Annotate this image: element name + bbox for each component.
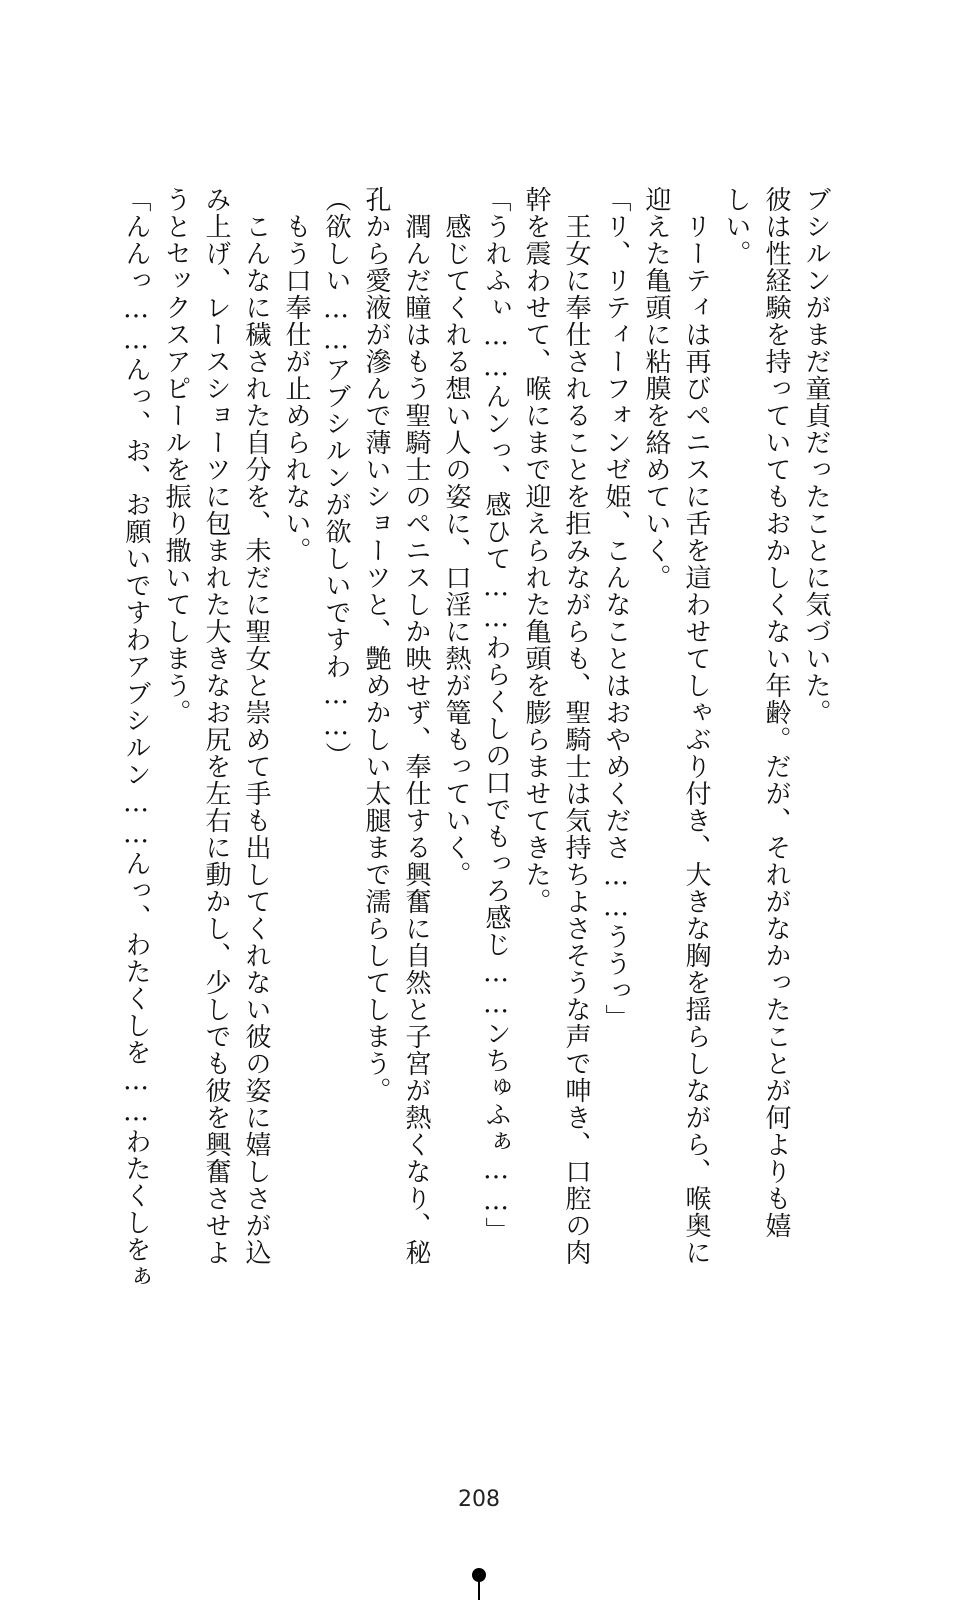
text-column (156, 186, 196, 1356)
text-column (236, 186, 276, 1356)
text-column (396, 186, 436, 1356)
text-line: リーティは再びペニスに舌を這わせてしゃぶり付き、大きな胸を揺らしながら、喉奥に (681, 186, 711, 1266)
text-column (556, 186, 596, 1356)
text-line: 「んんっ……んっ、お、お願いですわアブシルン……んっ、わたくしを……わたくしをぁ (121, 186, 151, 1290)
text-column (516, 186, 556, 1356)
text-line: み上げ、レースショーツに包まれた大きなお尻を左右に動かし、少しでも彼を興奮させよ (201, 186, 231, 1266)
text-column (356, 186, 396, 1356)
text-line: 王女に奉仕されることを拒みながらも、聖騎士は気持ちよさそうな声で呻き、口腔の肉 (561, 186, 591, 1266)
text-column (196, 186, 236, 1356)
text-column (756, 186, 796, 1356)
text-line: 幹を震わせて、喉にまで迎えられた亀頭を膨らませてきた。 (521, 186, 551, 915)
text-line: （欲しい……アブシルンが欲しいですわ……） (321, 186, 351, 769)
text-line: ブシルンがまだ童貞だったことに気づいた。 (801, 186, 831, 726)
text-line: うとセックスアピールを振り撒いてしまう。 (161, 186, 191, 726)
text-column (716, 186, 756, 1356)
text-line: しい。 (721, 186, 751, 267)
text-column (596, 186, 636, 1356)
body-text (116, 186, 836, 1356)
text-line: 迎えた亀頭に粘膜を絡めていく。 (641, 186, 671, 591)
text-column (796, 186, 836, 1356)
text-column (636, 186, 676, 1356)
text-column (436, 186, 476, 1356)
text-line: 「リ、リティーフォンゼ姫、こんなことはおやめくださ……ううっ」 (601, 186, 631, 1031)
text-line: 「うれふぃ……んンっ、感ひて……わらくしの口でもっろ感じ……ンちゅふぁ……」 (481, 186, 511, 1244)
vertical-text-columns (116, 186, 836, 1356)
text-line: 感じてくれる想い人の姿に、口淫に熱が篭もっていく。 (441, 186, 471, 888)
text-line: 孔から愛液が滲んで薄いショーツと、艶めかしい太腿まで濡らしてしまう。 (361, 186, 391, 1104)
text-line: 彼は性経験を持っていてもおかしくない年齢。だが、それがなかったことが何よりも嬉 (761, 186, 791, 1239)
text-column (316, 186, 356, 1356)
text-column (676, 186, 716, 1356)
text-column (276, 186, 316, 1356)
text-line: こんなに穢された自分を、未だに聖女と崇めて手も出してくれない彼の姿に嬉しさが込 (241, 186, 271, 1266)
text-column (116, 186, 156, 1356)
page-marker-line (478, 1580, 480, 1600)
text-line: もう口奉仕が止められない。 (281, 186, 311, 564)
text-column (476, 186, 516, 1356)
page-number: 208 (458, 1487, 500, 1512)
text-line: 潤んだ瞳はもう聖騎士のペニスしか映せず、奉仕する興奮に自然と子宮が熱くなり、秘 (401, 186, 431, 1266)
